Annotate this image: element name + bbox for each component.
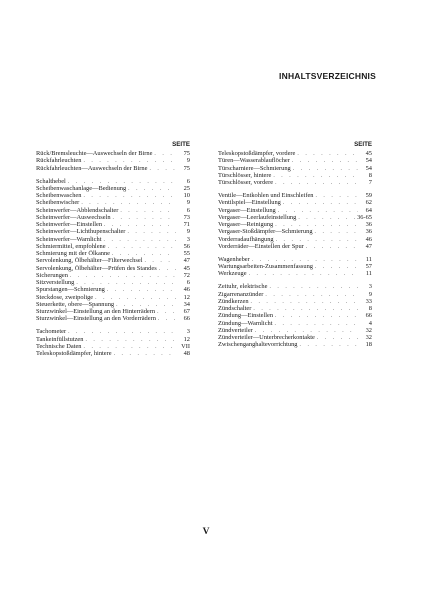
index-entry-label: Teleskopstoßdämpfer, vordere [218,150,296,157]
dot-leader [247,271,358,277]
index-group [36,150,190,172]
index-entry-label: Vergaser-Stoßdämpfer—Schmierung [218,228,313,236]
index-entry [36,236,190,243]
index-entry-page: 6 [186,177,190,185]
index-entry-label: Vergaser—Einstellung [218,206,276,214]
dot-leader [102,237,177,243]
index-entry-page: 33 [365,297,372,305]
index-entry [218,150,372,157]
index-entry-page: 3 [368,283,372,291]
index-entry-page: 9 [186,157,190,165]
dot-leader [295,151,358,157]
index-entry-page: 59 [365,192,372,200]
index-entry-page: 46 [365,235,372,243]
dot-leader [118,208,176,214]
index-entry [218,263,372,270]
index-entry [218,334,372,341]
index-group [36,178,190,323]
index-entry-label: Zeituhr, elektrische [218,283,268,291]
index-entry-page: 32 [365,326,372,334]
index-entry [36,243,190,250]
index-entry [218,283,372,290]
index-entry [36,199,190,206]
index-entry-page: 62 [365,199,372,207]
index-entry-label: Scheibenwaschanlage—Bedienung [36,184,127,192]
index-entry-label: Tankeinfüllstutzen [36,335,84,343]
index-entry-label: Vorderradaufhängung [218,235,274,243]
dot-leader [106,244,176,250]
dot-leader [281,200,358,206]
index-entry-page: 9 [368,290,372,298]
index-entry-page: 66 [365,312,372,320]
index-entry [218,221,372,228]
index-entry-label: Zündung—Einstellen [218,312,274,320]
index-entry-page: 4 [368,319,372,327]
index-entry-page: 56 [183,242,190,250]
dot-leader [83,337,176,343]
index-entry-page: 32 [365,334,372,342]
index-entry-label: Steckdose, zweipolige [36,293,94,301]
index-entry-page: 6 [186,279,190,287]
index-entry-page: 54 [365,164,372,172]
index-entry-page: 55 [183,250,190,258]
dot-leader [81,193,176,199]
index-entry-page: 45 [365,150,372,157]
index-entry-label: Scheibenwischer [36,199,80,207]
dot-leader [298,342,358,348]
index-entry-label: Scheinwerfer—Auswechseln [36,213,111,221]
dot-leader [273,313,358,319]
index-entry-label: Sturzwinkel—Einstellung an den Hinterrädern [36,308,156,316]
index-entry-label: Steuerkette, obere—Spannung [36,300,115,308]
index-entry-label: Spurstangen—Schmierung [36,286,105,294]
index-entry [218,228,372,235]
index-entry-page: 9 [186,199,190,207]
index-entry-page: VII [181,342,190,350]
dot-leader [157,266,176,272]
index-entry [218,341,372,348]
index-entry [36,308,190,315]
index-entry-label: Türscharniere—Schmierung [218,164,291,172]
index-entry [218,312,372,319]
index-entry-page: 47 [365,242,372,250]
page-title: INHALTSVERZEICHNIS [279,71,376,81]
index-entry-label: Werkzeuge [218,270,247,278]
index-entry-page: 67 [183,308,190,316]
index-entry [36,157,190,164]
index-entry-page: 66 [183,315,190,323]
index-entry-label: Ventile—Entkohlen und Einschleifen [218,192,314,200]
index-entry [218,165,372,172]
index-entry-page: 36 [365,228,372,236]
index-entry [218,236,372,243]
index-entry-label: Vorderräder—Einstellen der Spur [218,242,304,250]
index-entry-label: Vergaser—Leerlaufeinstellung [218,213,297,221]
index-group [218,283,372,348]
index-entry [36,257,190,264]
index-entry-label: Teleskopstoßdämpfer, hintere [36,350,112,358]
index-entry-label: Wartungsarbeiten-Zusammenfassung [218,263,313,271]
index-entry [36,301,190,308]
index-entry-page: 64 [365,206,372,214]
index-entry-label: Zündschalter [218,305,252,313]
dot-leader [290,158,358,164]
index-entry-label: Rück/Bremsleuchte—Auswechseln der Birne [36,150,153,157]
index-entry-page: 11 [365,255,372,263]
dot-leader [152,151,176,157]
index-entry-page: 36-65 [357,213,372,221]
dot-leader [125,229,176,235]
index-entry [218,291,372,298]
index-column-right [218,141,372,354]
index-entry [36,221,190,228]
index-entry [218,192,372,199]
dot-leader [147,166,176,172]
index-entry-page: 12 [183,293,190,301]
page-number: V [202,527,210,537]
index-entry-page: 75 [183,164,190,172]
index-entry-page: 73 [183,213,190,221]
index-entry-label: Türen—Wasserablauflöcher [218,157,290,165]
index-entry-label: Schalthebel [36,177,66,185]
index-entry-page: 71 [183,221,190,229]
index-entry-page: 10 [183,192,190,200]
index-entry-label: Technische Daten [36,342,82,350]
index-entry-page: 7 [368,179,372,186]
dot-leader [155,309,176,315]
index-entry [218,243,372,250]
index-entry [36,178,190,185]
index-entry-page: 72 [183,271,190,279]
index-entry-page: 34 [183,300,190,308]
dot-leader [315,335,358,341]
index-entry-label: Tachometer [36,328,67,336]
index-entry [36,286,190,293]
index-entry [218,270,372,277]
index-entry [36,192,190,199]
index-entry [36,350,190,357]
index-entry [36,343,190,350]
index-entry-label: Servolenkung, Ölbehälter—Prüfen des Standes [36,264,157,272]
dot-leader [271,173,358,179]
index-entry-page: 8 [368,171,372,179]
dot-leader [263,292,358,298]
dot-leader [112,351,176,357]
index-entry-label: Vergaser—Reinigung [218,221,274,229]
index-entry-page: 57 [365,263,372,271]
index-entry-label: Schmierung mit der Ölkanne [36,250,111,258]
index-entry-label: Scheinwerfer—Warnlicht [36,235,102,243]
index-entry-label: Wagenheber [218,255,250,263]
index-entry [218,172,372,179]
index-entry-page: 11 [365,270,372,278]
dot-leader [273,321,358,327]
index-entry [36,294,190,301]
dot-leader [105,287,176,293]
index-entry [218,298,372,305]
index-entry-label: Zündung—Warnlicht [218,319,273,327]
index-entry-page: 12 [183,335,190,343]
index-entry-page: 54 [365,157,372,165]
index-entry-label: Schmiermittel, empfohlene [36,242,106,250]
index-entry-label: Sicherungen [36,271,68,279]
index-entry [218,320,372,327]
index-entry-page: 45 [183,264,190,272]
dot-leader [313,193,358,199]
index-entry-label: Scheibenwaschen [36,192,82,200]
index-entry-page: 47 [183,257,190,265]
index-entry [36,336,190,343]
index-entry-label: Zigarrenanzünder [218,290,264,298]
index-entry-page: 46 [183,286,190,294]
index-group [218,150,372,186]
index-entry-label: Rückfahrleuchten [36,157,82,165]
dot-leader [249,299,358,305]
index-entry [218,157,372,164]
index-entry [36,207,190,214]
index-entry-page: 9 [186,228,190,236]
page-column-header: SEITE [172,141,190,148]
index-entry [36,185,190,192]
index-group [218,256,372,278]
index-entry [36,279,190,286]
index-entry-label: Zwischenganghaltevorrichtung [218,341,298,349]
index-group [218,192,372,250]
index-entry [36,328,190,335]
dot-leader [273,180,358,186]
index-entry-label: Sitzverstellung [36,279,75,287]
index-entry-label: Türschlösser, hintere [218,171,272,179]
index-entry-label: Scheinwerfer—Abblendschalter [36,206,119,214]
index-entry-page: 8 [368,305,372,313]
dot-leader [296,215,357,221]
dot-leader [304,244,358,250]
dot-leader [313,264,358,270]
index-entry-label: Zündkerzen [218,297,249,305]
index-entry [218,305,372,312]
index-column-left [36,141,190,363]
index-entry-page: 25 [183,184,190,192]
dot-leader [126,186,176,192]
dot-leader [111,215,176,221]
index-entry-page: 18 [365,341,372,349]
index-entry-label: Türschlösser, vordere [218,179,274,186]
index-entry-page: 36 [365,221,372,229]
index-entry-label: Servolenkung, Ölbehälter—Filterwechsel [36,257,143,265]
index-entry [36,315,190,322]
index-entry [36,265,190,272]
index-entry [36,214,190,221]
index-entry-page: 3 [186,328,190,336]
index-entry-page: 48 [183,350,190,358]
dot-leader [267,284,358,290]
index-entry [36,165,190,172]
index-entry-label: Sturzwinkel—Einstellung an den Vorderrädern [36,315,156,323]
index-entry [218,256,372,263]
dot-leader [68,273,176,279]
index-entry [218,327,372,334]
index-entry-label: Scheinwerfer—Einstellen [36,221,103,229]
index-entry-label: Zündverteiler [218,326,253,334]
index-group [36,328,190,357]
index-entry-page: 6 [186,206,190,214]
page-column-header: SEITE [354,141,372,148]
index-entry-label: Scheinwerfer—Lichthupenschalter [36,228,126,236]
index-entry [36,250,190,257]
index-entry-page: 3 [186,235,190,243]
index-entry-label: Rückfahrleuchten—Auswechseln der Birne [36,164,148,172]
dot-leader [313,229,358,235]
index-entry [36,228,190,235]
index-entry-page: 75 [183,150,190,157]
index-entry-label: Zündverteiler—Unterbrecherkontakte [218,334,315,342]
index-entry [36,150,190,157]
index-entry [218,199,372,206]
index-entry-label: Ventilspiel—Einstellung [218,199,281,207]
index-entry [218,207,372,214]
dot-leader [291,166,358,172]
index-entry [218,214,372,221]
index-entry [218,179,372,186]
dot-leader [156,316,176,322]
index-entry [36,272,190,279]
